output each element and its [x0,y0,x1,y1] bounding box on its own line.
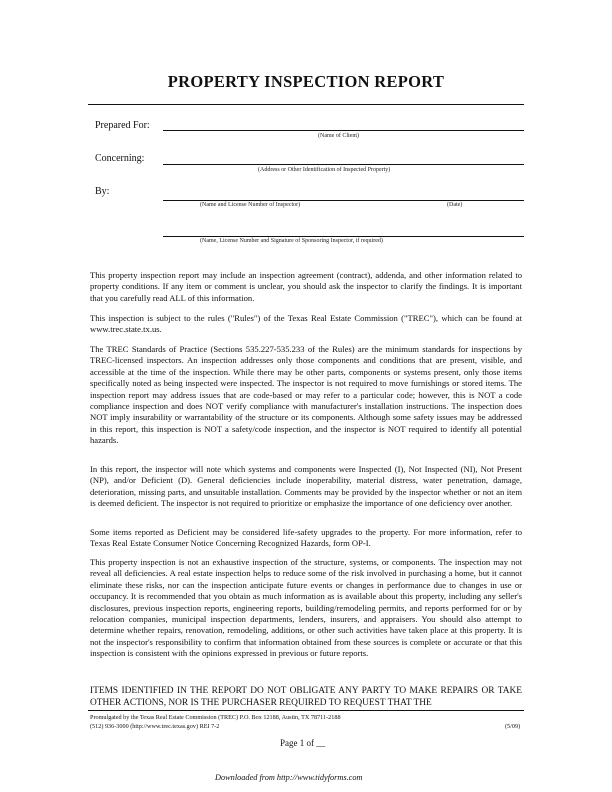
footer-rule [88,710,524,711]
footer-contact: (512) 936-3000 (http://www.trec.texas.gov) REI 7-2 [90,723,220,730]
download-source: Downloaded from http://www.tidyforms.com [215,773,363,782]
date-caption: (Date) [447,202,463,208]
prepared-for-field[interactable] [163,130,524,131]
life-safety-paragraph: Some items reported as Deficient may be considered life-safety upgrades to the property. For more information, refer to Texas Real Estate Consumer Notice Concerning Recognized Hazards, form OP-I. [90,527,522,549]
concerning-field[interactable] [163,164,524,165]
intro-paragraph: This property inspection report may include an inspection agreement (contract), addenda, and other information related to property conditions. If any item or comment is unclear, you should ask the inspector to clarify the findings. It is important that you carefully read ALL of this information. [90,270,522,303]
rules-paragraph: This inspection is subject to the rules ("Rules") of the Texas Real Estate Commission ("TREC"), which can be found at www.trec.state.tx.us. [90,313,522,335]
inspector-caption: (Name and License Number of Inspector) [200,202,301,208]
sponsor-field[interactable] [163,236,524,237]
client-name-caption: (Name of Client) [318,133,359,139]
property-address-caption: (Address or Other Identification of Inspected Property) [258,167,391,173]
page-title: PROPERTY INSPECTION REPORT [167,72,445,91]
concerning-label: Concerning: [95,153,145,164]
obligation-notice: ITEMS IDENTIFIED IN THE REPORT DO NOT OBLIGATE ANY PARTY TO MAKE REPAIRS OR TAKE OTHER ACTIONS, NOR IS THE PURCHASER REQUIRED TO REQUEST THAT THE [90,686,522,708]
standards-paragraph: The TREC Standards of Practice (Sections 535.227-535.233 of the Rules) are the minimum standards for inspections by TREC-licensed inspectors. An inspection addresses only those components and conditions that are present, visible, and accessible at the time of the inspection. While there may be other parts, components or systems present, only those items specifically noted as being inspected were inspected. The inspector is not required to move furnishings or stored items. The inspection report may address issues that are code-based or may refer to a particular code; however, this is NOT a code compliance inspection and does NOT verify compliance with manufacturer's installation instructions. The inspection does NOT imply insurability or warrantability of the structure or its components. Although some safety issues may be addressed in this report, this inspection is NOT a safety/code inspection, and the inspector is NOT required to identify all potential hazards. [90,344,522,446]
by-label: By: [95,186,110,197]
inspector-field[interactable] [163,200,524,201]
limitations-paragraph: This property inspection is not an exhaustive inspection of the structure, systems, or components. The inspection may not reveal all deficiencies. A real estate inspection helps to reduce some of the risk involved in purchasing a home, but it cannot eliminate these risks, nor can the inspection anticipate future events or changes in performance due to changes in use or occupancy. It is recommended that you obtain as much information as is available about this property, including any seller's disclosures, previous inspection reports, engineering reports, building/remodeling permits, and reports performed for or by relocation companies, municipal inspection departments, lenders, insurers, and appraisers. You should also attempt to determine whether repairs, renovation, remodeling, additions, or other such activities have taken place at this property. It is not the inspector's responsibility to confirm that information obtained from these sources is complete or accurate or that this inspection is consistent with the opinions expressed in previous or future reports. [90,557,522,659]
title-rule [88,104,524,105]
page-number: Page 1 of __ [280,738,326,748]
footer-form-date: (5/09) [505,723,521,730]
report-codes-paragraph: In this report, the inspector will note which systems and components were Inspected (I), Not Inspected (NI), Not Present (NP), and/or Deficient (D). General deficiencies include inoperability, material distress, water penetration, damage, deterioration, missing parts, and unsuitable installation. Comments may be provided by the inspector whether or not an item is deemed deficient. The inspector is not required to prioritize or emphasize the importance of one deficiency over another. [90,464,522,509]
prepared-for-label: Prepared For: [95,120,150,131]
sponsor-caption: (Name, License Number and Signature of Sponsoring Inspector, if required) [200,238,383,244]
footer-promulgated: Promulgated by the Texas Real Estate Commission (TREC) P.O. Box 12188, Austin, TX 78711-2188 [90,714,341,721]
